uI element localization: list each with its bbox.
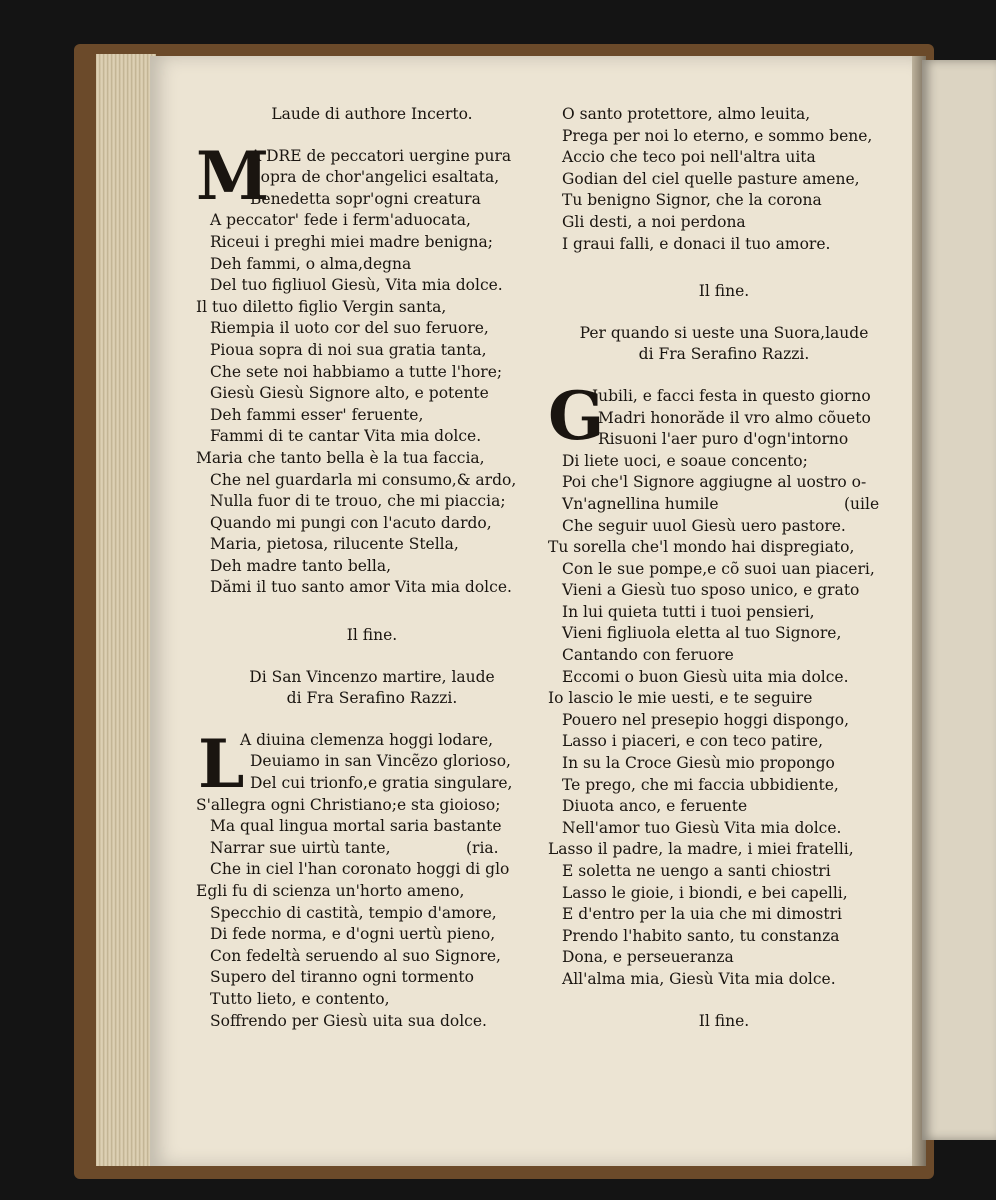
verse-line: Pioua sopra di noi sua gratia tanta, [210, 340, 487, 359]
verse-line: Diuota anco, e feruente [562, 797, 748, 816]
verse-line: Supero del tiranno ogni tormento [210, 968, 474, 987]
verse-line: Nulla fuor di te trouo, che mi piaccia; [210, 492, 506, 511]
verse-line: Accio che teco poi nell'altra uita [562, 148, 816, 167]
verse-line: Che sete noi habbiamo a tutte l'hore; [210, 362, 503, 381]
verse-line: I graui falli, e donaci il tuo amore. [562, 234, 831, 253]
verse-line: Riempia il uoto cor del suo feruore, [210, 319, 489, 338]
verse-line: Soffrendo per Giesù uita sua dolce. [210, 1011, 487, 1030]
verse-text: Narrar sue uirtù tante, [210, 838, 391, 857]
verse-line: Pouero nel presepio hoggi dispongo, [562, 710, 850, 729]
drop-cap: M [196, 136, 270, 215]
verse-line: Con le sue pompe,e cõ suoi uan piaceri, [562, 559, 875, 578]
verse-line: Maria, pietosa, rilucente Stella, [210, 535, 459, 554]
poem-subtitle: di Fra Serafino Razzi. [286, 689, 458, 708]
verse-line: Deh fammi, o alma,degna [210, 254, 412, 273]
verse-line: Che seguir uuol Giesù uero pastore. [562, 516, 846, 535]
poem-title: Di San Vincenzo martire, laude [249, 667, 495, 686]
verse-line: Godian del ciel quelle pasture amene, [562, 169, 860, 188]
verse-line: Benedetta sopr'ogni creatura [250, 189, 481, 208]
overflow-text: (uile [844, 494, 880, 513]
verse-line: Cantando con feruore [562, 646, 734, 665]
verse-line: Deh madre tanto bella, [210, 556, 391, 575]
verse-line: Di liete uoci, e soaue concento; [562, 451, 808, 470]
verse-line: Specchio di castità, tempio d'amore, [210, 903, 497, 922]
verse-line: Il tuo diletto figlio Vergin santa, [196, 297, 447, 316]
verse-line: Eccomi o buon Giesù uita mia dolce. [562, 667, 849, 686]
verse-line: Lasso il padre, la madre, i miei fratelli, [548, 840, 854, 859]
verse-line: A DRE de peccatori uergine pura [250, 146, 512, 165]
verse-line: Lasso i piaceri, e con teco patire, [562, 732, 824, 751]
verse-line: Deuiamo in san Vincẽzo glorioso, [250, 752, 511, 771]
verse-line: Te prego, che mi faccia ubbidiente, [562, 775, 839, 794]
next-page-edge [922, 60, 996, 1140]
poem-title: Laude di authore Incerto. [271, 105, 473, 123]
verse-line: Di fede norma, e d'ogni uertù pieno, [210, 925, 496, 944]
verse-line: Iubili, e facci festa in questo giorno [592, 386, 871, 405]
verse-text: Vn'agnellina humile [562, 494, 719, 513]
verse-line: Poi che'l Signore aggiugne al uostro o- [562, 473, 867, 492]
verse-line: Tutto lieto, e contento, [210, 989, 390, 1008]
verse-line: Ma qual lingua mortal saria bastante [210, 817, 502, 836]
verse-line: Nell'amor tuo Giesù Vita mia dolce. [562, 818, 842, 837]
verse-line: A peccator' fede i ferm'aduocata, [210, 211, 471, 230]
verse-line: E d'entro per la uia che mi dimostri [562, 905, 842, 924]
verse-line [196, 838, 548, 860]
verse-line: Del cui trionfo,e gratia singulare, [250, 774, 513, 793]
drop-cap: G [548, 376, 605, 455]
poem-stanza [196, 724, 548, 1032]
poem-stanza [196, 136, 548, 599]
left-column [196, 104, 548, 1032]
verse-line: Prega per noi lo eterno, e sommo bene, [562, 126, 873, 145]
verse-line: Del tuo figliuol Giesù, Vita mia dolce. [210, 276, 503, 295]
verse-line: S'allegra ogni Christiano;e sta gioioso; [196, 795, 501, 814]
verse-line: All'alma mia, Giesù Vita mia dolce. [562, 969, 836, 988]
verse-line: Deh fammi esser' feruente, [210, 405, 424, 424]
end-mark: Il fine. [698, 282, 750, 301]
verse-line: Prendo l'habito santo, tu constanza [562, 926, 840, 945]
verse-line: Vieni a Giesù tuo sposo unico, e grato [562, 581, 860, 600]
verse-line: Maria che tanto bella è la tua faccia, [196, 448, 485, 467]
verse-line: A diuina clemenza hoggi lodare, [240, 730, 494, 749]
right-column [548, 104, 900, 1032]
verse-line: Quando mi pungi con l'acuto dardo, [210, 513, 492, 532]
verse-line: Tu benigno Signor, che la corona [562, 191, 822, 210]
verse-line: Che nel guardarla mi consumo,& ardo, [210, 470, 517, 489]
end-mark: Il fine. [698, 1011, 750, 1030]
verse-line: Gli desti, a noi perdona [562, 212, 746, 231]
verse-line: Con fedeltà seruendo al suo Signore, [210, 946, 501, 965]
drop-cap: L [198, 724, 245, 803]
verse-line [548, 494, 900, 516]
verse-line: Che in ciel l'han coronato hoggi di glo [210, 860, 510, 879]
verse-line: Fammi di te cantar Vita mia dolce. [210, 427, 482, 446]
verse-line: Riceui i preghi miei madre benigna; [210, 232, 494, 251]
poem-subtitle: di Fra Serafino Razzi. [638, 345, 810, 364]
verse-line: Dona, e perseueranza [562, 948, 734, 967]
end-mark: Il fine. [346, 626, 398, 645]
overflow-text: (ria. [466, 838, 499, 857]
verse-line: O santo protettore, almo leuita, [562, 105, 811, 123]
verse-line: E soletta ne uengo a santi chiostri [562, 862, 831, 880]
verse-line: Egli fu di scienza un'horto ameno, [196, 882, 465, 900]
verse-line: Lasso le gioie, i biondi, e bei capelli, [562, 883, 848, 902]
verse-line: Io lascio le mie uesti, e te seguire [548, 689, 813, 708]
verse-line: Dămi il tuo santo amor Vita mia dolce. [210, 578, 512, 597]
verse-line: In lui quieta tutti i tuoi pensieri, [562, 602, 815, 621]
verse-line: Vieni figliuola eletta al tuo Signore, [562, 624, 842, 643]
verse-line: Sopra de chor'angelici esaltata, [250, 168, 500, 187]
verse-line: Tu sorella che'l mondo hai dispregiato, [548, 538, 855, 557]
page-edges [96, 54, 156, 1166]
poem-title: Per quando si ueste una Suora,laude [579, 323, 869, 342]
verse-line: Risuoni l'aer puro d'ogn'intorno [598, 430, 849, 449]
poem-stanza [548, 376, 900, 991]
verse-line: In su la Croce Giesù mio propongo [562, 754, 835, 773]
verse-line: Madri honorăde il vro almo cõueto [598, 408, 871, 427]
verse-line: Giesù Giesù Signore alto, e potente [210, 384, 489, 403]
